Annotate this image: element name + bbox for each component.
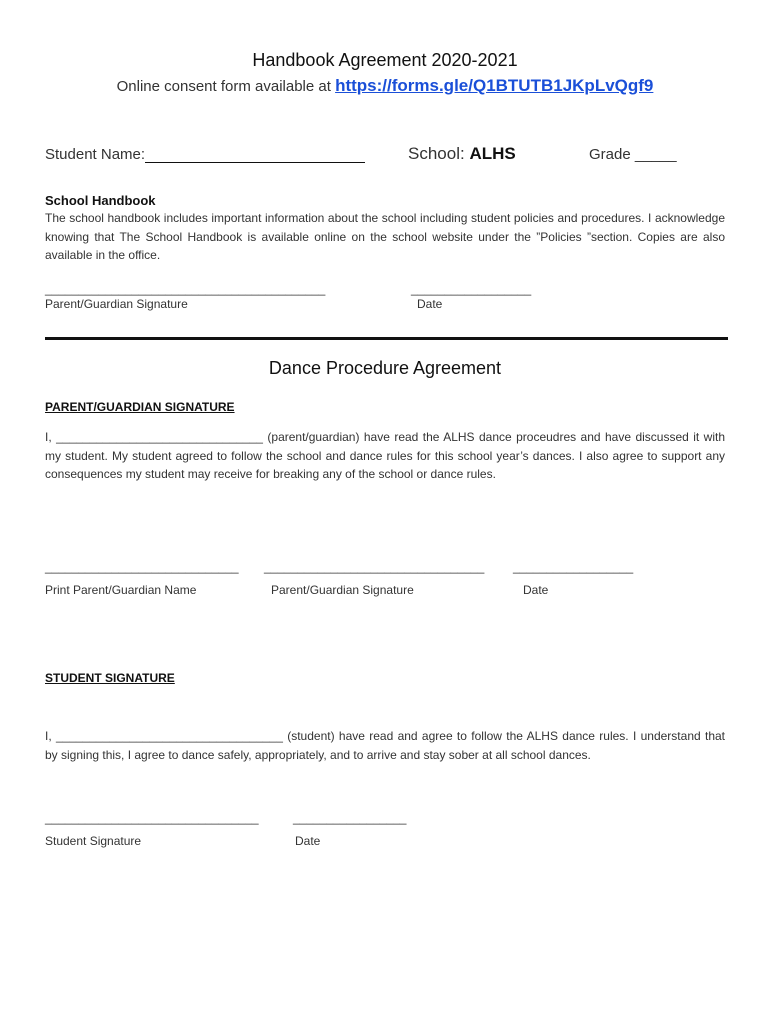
grade-blank[interactable]: _____ [634, 146, 677, 163]
handbook-date-label: Date [417, 297, 443, 311]
student-date-line[interactable]: _________________ [293, 811, 407, 825]
parent-date-label: Date [523, 583, 549, 597]
handbook-body: The school handbook includes important information about the school including student policies and procedures. I acknowledge knowing that The School Handbook is available online on the school website under the ”Policies ”section. Copies are also available in the office. [45, 211, 725, 262]
student-name-field [45, 146, 365, 163]
student-signature-heading: STUDENT SIGNATURE [45, 671, 175, 685]
parent-date-line[interactable]: __________________ [513, 560, 634, 574]
student-date-label: Date [295, 834, 321, 848]
student-signature-line[interactable]: ________________________________ [45, 811, 259, 825]
grade-field [589, 146, 677, 163]
grade-label: Grade [589, 146, 631, 163]
print-name-label: Print Parent/Guardian Name [45, 583, 197, 597]
parent-agreement-body: I, _______________________________ (parent/guardian) have read the ALHS dance proceudres and have discussed it with my student. My student agreed to follow the school and dance rules for this school year’s dances. I also agree to support any consequences my student may receive for breaking any of the school or dance rules. [45, 430, 725, 481]
student-name-label: Student Name: [45, 146, 146, 163]
consent-line [0, 76, 770, 96]
student-signature-label: Student Signature [45, 834, 142, 848]
handbook-heading: School Handbook [45, 193, 156, 208]
handbook-signature-line[interactable]: __________________________________________ [45, 282, 326, 296]
handbook-date-line[interactable]: __________________ [411, 282, 532, 296]
section-divider [45, 337, 728, 340]
dance-section-title: Dance Procedure Agreement [268, 358, 502, 378]
student-agreement-body: I, __________________________________ (student) have read and agree to follow the ALHS dance rules. I understand that by signing this, I agree to dance safely, appropriately, and to arrive and stay sober at all school dances. [45, 729, 725, 762]
parent-signature-heading: PARENT/GUARDIAN SIGNATURE [45, 400, 235, 414]
parent-signature-line[interactable]: _________________________________ [264, 560, 485, 574]
school-value: ALHS [469, 144, 516, 163]
handbook-signature-label: Parent/Guardian Signature [45, 297, 188, 311]
page-title: Handbook Agreement 2020-2021 [252, 50, 518, 70]
school-field [408, 144, 516, 164]
parent-signature-label: Parent/Guardian Signature [271, 583, 414, 597]
consent-prefix: Online consent form available at [116, 78, 331, 95]
print-name-line[interactable]: _____________________________ [45, 560, 239, 574]
consent-form-link[interactable]: https://forms.gle/Q1BTUTB1JKpLvQgf9 [335, 76, 654, 95]
school-label: School: [408, 144, 465, 163]
student-name-blank[interactable] [145, 148, 365, 163]
